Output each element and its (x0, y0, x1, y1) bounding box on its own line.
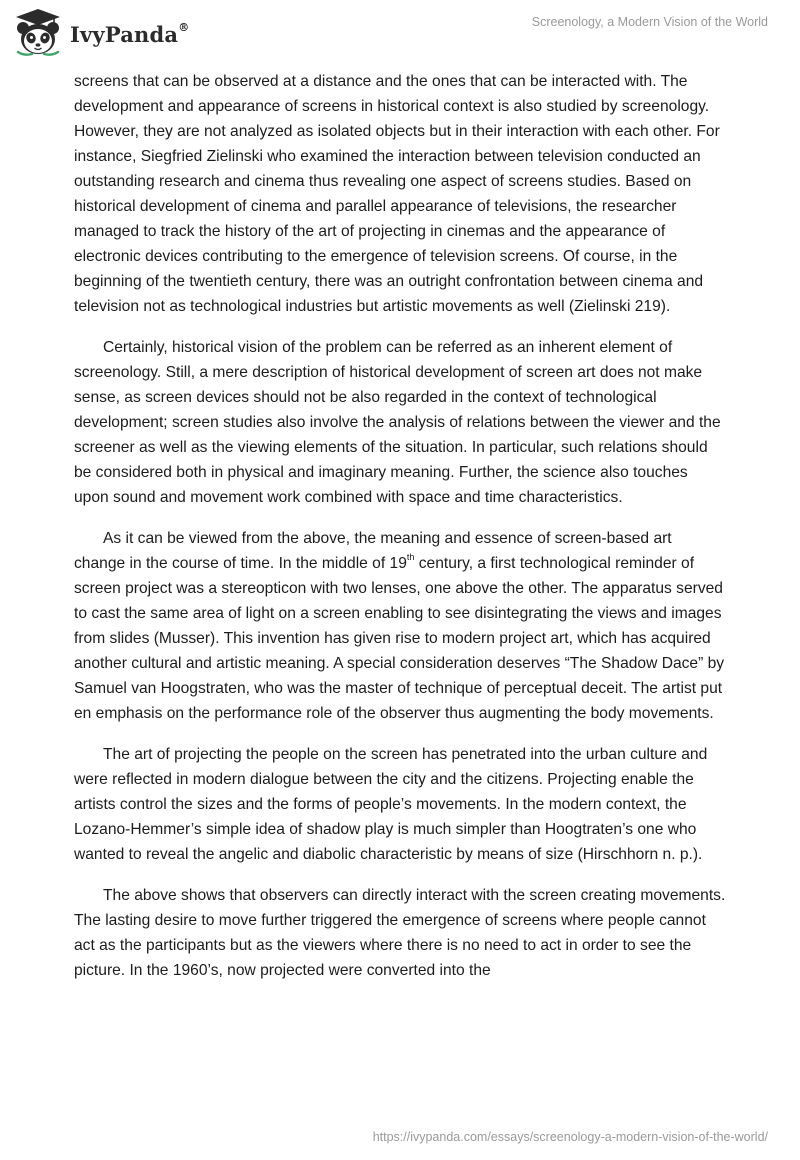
brand-logo[interactable] (14, 8, 189, 58)
source-url[interactable]: https://ivypanda.com/essays/screenology-a-modern-vision-of-the-world/ (372, 1130, 768, 1144)
brand-name (70, 22, 189, 47)
graduate-panda-icon (14, 8, 62, 58)
paragraph-3 (74, 526, 726, 726)
registered-mark: ® (178, 20, 190, 34)
paragraph-5: The above shows that observers can directly interact with the screen creating movements. The lasting desire to move further triggered the emergence of screens where people cannot act as the participants but as the viewers where there is no need to act in order to see the picture. In the 1960’s, now projected were converted into the (74, 887, 726, 979)
paragraph-1: screens that can be observed at a distance and the ones that can be interacted with. The development and appearance of screens in historical context is also studied by screenology. However, they are not analyzed as isolated objects but in their interaction with each other. For instance, Siegfried Zielinski who examined the interaction between television conducted an outstanding research and cinema thus revealing one aspect of screens studies. Based on historical development of cinema and parallel appearance of televisions, the researcher managed to track the history of the art of projecting in cinemas and the appearance of electronic devices contributing to the emergence of television screens. Of course, in the beginning of the twentieth century, there was an outright confrontation between cinema and television not as technological industries but artistic movements as well (Zielinski 219). (74, 73, 720, 315)
paragraph-2: Certainly, historical vision of the problem can be referred as an inherent element of screenology. Still, a mere description of historical development of screen art does not make sense, as screen devices should not be also regarded in the context of technological development; screen studies also involve the analysis of relations between the viewer and the screener as well as the viewing elements of the situation. In particular, such relations should be considered both in physical and imaginary meaning. Further, the science also touches upon sound and movement work combined with space and time characteristics. (74, 339, 721, 506)
ordinal-superscript: th (406, 551, 415, 562)
paragraph-3-text-after: century, a first technological reminder of screen project was a stereopticon with two lenses, one above the other. The apparatus served to cast the same area of light on a screen enabling to see disintegrating the views and images from slides (Musser). This invention has given rise to modern project art, which has acquired another cultural and artistic meaning. A special consideration deserves “The Shadow Dace” by Samuel van Hoogstraten, who was the master of technique of perceptual deceit. The artist put en emphasis on the performance role of the observer thus augmenting the body movements. (74, 555, 725, 722)
document-title: Screenology, a Modern Vision of the World (531, 15, 768, 29)
brand-name-text: IvyPanda (70, 21, 179, 47)
page-header (0, 0, 800, 72)
paragraph-4: The art of projecting the people on the screen has penetrated into the urban culture and were reflected in modern dialogue between the city and the citizens. Projecting enable the artists control the sizes and the forms of people’s movements. In the modern context, the Lozano-Hemmer’s simple idea of shadow play is much simpler than Hoogtraten’s one who wanted to reveal the angelic and diabolic characteristic by means of size (Hirschhorn n. p.). (74, 746, 708, 863)
paragraph-3-text-before: As it can be viewed from the above, the meaning and essence of screen-based art change in the course of time. In the middle of 19 (74, 530, 672, 572)
essay-body (74, 69, 726, 999)
